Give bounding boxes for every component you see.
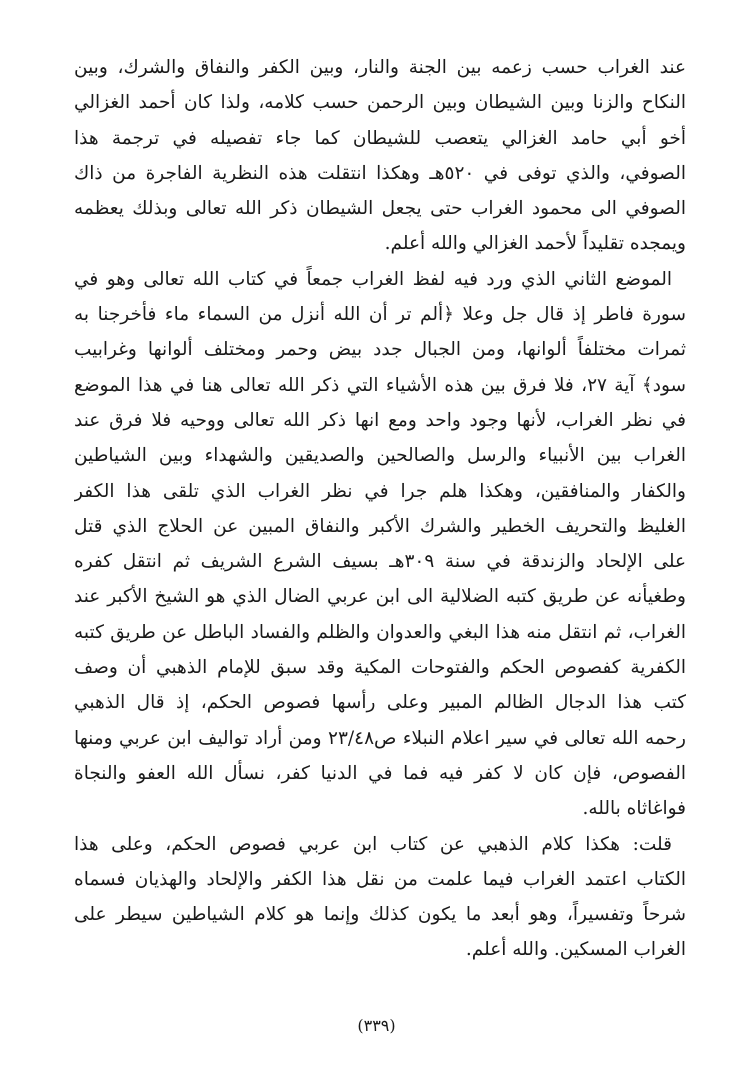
page-number: (٣٣٩) <box>357 1016 396 1035</box>
text-line: قلت: هكذا كلام الذهبي عن كتاب ابن عربي فصوص الحكم، وعلى هذا <box>74 833 672 855</box>
paragraph-2 <box>74 262 686 827</box>
text-line: شرحاً وتفسيراً، وهو أبعد ما يكون كذلك وإنما هو كلام الشياطين سيطر على <box>74 904 686 926</box>
text-line: الصوفي الى محمود الغراب حتى يجعل الشيطان ذكر الله تعالى وبذلك يعظمه <box>74 198 686 220</box>
text-line: عند الغراب حسب زعمه بين الجنة والنار، وبين الكفر والنفاق والشرك، وبين <box>74 57 686 78</box>
text-line: رحمه الله تعالى في سير اعلام النبلاء ص٢٣/٤٨ ومن أراد تواليف ابن عربي ومنها <box>74 727 686 749</box>
text-line: وطغيأنه عن طريق كتبه الضلالية الى ابن عربي الضال الذي هو الشيخ الأكبر عند <box>74 586 686 608</box>
text-line: الغراب المسكين. والله أعلم. <box>465 939 686 961</box>
paragraph-3 <box>74 827 686 968</box>
text-line: والكفار والمنافقين، وهكذا هلم جرا في نظر الغراب الذي تلقى هذا الكفر <box>74 480 686 502</box>
text-line: الغليظ والتحريف الخطير والشرك الأكبر والنفاق المبين عن الحلاج الذي قتل <box>74 515 686 537</box>
text-line: أخو أبي حامد الغزالي يتعصب للشيطان كما جاء تفصيله في ترجمة هذا <box>74 127 686 149</box>
text-line: فواغاثاه بالله. <box>582 798 686 820</box>
text-line: كتب هذا الدجال الظالم المبير وعلى رأسها فصوص الحكم، إذ قال الذهبي <box>74 692 686 714</box>
text-line: النكاح والزنا وبين الشيطان وبين الرحمن حسب كلامه، ولذا كان أحمد الغزالي <box>74 92 686 114</box>
text-line: ويمجده تقليداً لأحمد الغزالي والله أعلم. <box>384 233 686 255</box>
text-line: الصوفي، والذي توفى في ٥٢٠هـ وهكذا انتقلت هذه النظرية الفاجرة من ذاك <box>74 162 686 184</box>
text-line: الفصوص، فإن كان لا كفر فيه فما في الدنيا كفر، نسأل الله العفو والنجاة <box>74 762 686 784</box>
text-line: الكفرية كفصوص الحكم والفتوحات المكية وقد سبق للإمام الذهبي أن وصف <box>74 657 686 679</box>
text-line: الكتاب اعتمد الغراب فيما علمت من نقل هذا الكفر والإلحاد والهذيان فسماه <box>74 868 686 890</box>
text-line: على الإلحاد والزندقة في سنة ٣٠٩هـ بسيف الشرع الشريف ثم انتقل كفره <box>74 551 686 573</box>
text-line: في نظر الغراب، لأنها وجود واحد ومع انها ذكر الله تعالى ووحيه فلا فرق عند <box>74 409 686 431</box>
text-line: الغراب، ثم انتقل منه هذا البغي والعدوان والظلم والفساد الباطل عن طريق كتبه <box>74 621 686 643</box>
text-line: سورة فاطر إذ قال جل وعلا ﴿ألم تر أن الله أنزل من السماء ماء فأخرجنا به <box>74 304 686 326</box>
text-line: الغراب بين الأنبياء والرسل والصالحين والصديقين والشهداء وبين الشياطين <box>74 445 686 467</box>
text-line: ثمرات مختلفاً ألوانها، ومن الجبال جدد بيض وحمر ومختلف ألوانها وغرابيب <box>74 339 686 361</box>
page-body <box>74 50 686 968</box>
text-line: الموضع الثاني الذي ورد فيه لفظ الغراب جمعاً في كتاب الله تعالى وهو في <box>74 268 672 290</box>
text-line: سود﴾ آية ٢٧، فلا فرق بين هذه الأشياء التي ذكر الله تعالى هنا في هذا الموضع <box>74 374 686 396</box>
paragraph-1 <box>74 50 686 262</box>
